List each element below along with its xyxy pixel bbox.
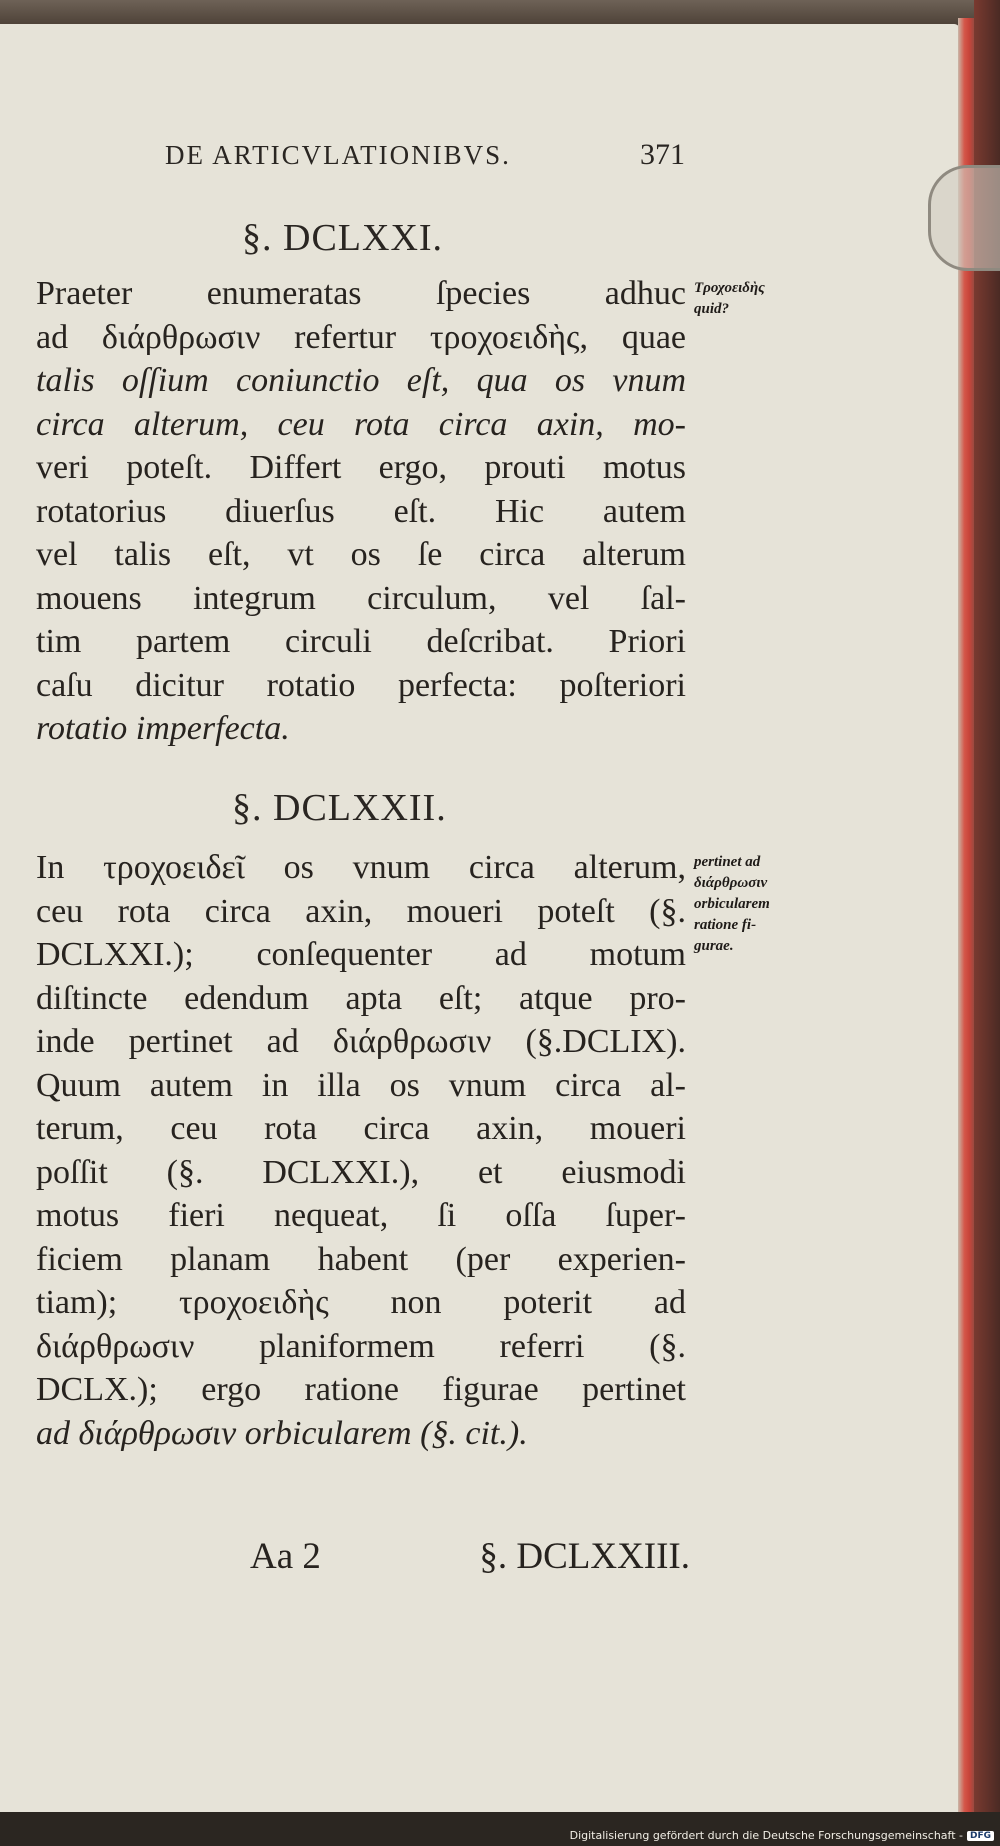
margin-note-line: quid? <box>694 301 730 317</box>
text-line: inde pertinet ad διάρθρωσιν (§.DCLIX). <box>36 1023 686 1060</box>
text-line: DCLX.); ergo ratione figurae pertinet <box>36 1371 686 1408</box>
text-line: DCLXXI.); conſequenter ad motum <box>36 936 686 973</box>
text-line: Quum autem in illa os vnum circa al- <box>36 1066 686 1104</box>
margin-note-line: Τροχοειδὴς <box>694 280 765 296</box>
text-line: terum, ceu rota circa axin, moueri <box>36 1110 686 1147</box>
text-line: tiam); τροχοειδὴς non poterit ad <box>36 1284 686 1321</box>
text-line: ficiem planam habent (per experien- <box>36 1240 686 1278</box>
text-line: ad διάρθρωσιν refertur τροχοειδὴς, quae <box>36 318 686 356</box>
text-line: Praeter enumeratas ſpecies adhuc <box>36 275 686 312</box>
text-line: In τροχοειδεῖ os vnum circa alterum, <box>36 849 686 886</box>
section-title: §. DCLXXI. <box>242 217 444 259</box>
text-line: ad διάρθρωσιν orbicularem (§. cit.). <box>36 1414 528 1452</box>
margin-note-line: gurae. <box>694 938 734 954</box>
section-paragraph <box>36 272 686 751</box>
bookmark-ribbon <box>928 165 1000 271</box>
red-page-edge <box>958 18 974 1818</box>
book-cover-edge <box>974 0 1000 1846</box>
text-line: διάρθρωσιν planiformem referri (§. <box>36 1327 686 1365</box>
text-line: rotatorius diuerſus eſt. Hic autem <box>36 492 686 530</box>
text-line: veri poteſt. Differt ergo, prouti motus <box>36 449 686 486</box>
text-line: motus fieri nequeat, ſi oſſa ſuper- <box>36 1197 686 1234</box>
dfg-logo: DFG <box>967 1831 994 1841</box>
running-title: DE ARTICVLATIONIBVS. <box>165 140 511 170</box>
credit-text: Digitalisierung gefördert durch die Deutsche Forschungsgemeinschaft - <box>569 1829 963 1842</box>
text-line: mouens integrum circulum, vel ſal- <box>36 579 686 617</box>
catchword-next-section: §. DCLXXIII. <box>479 1536 690 1577</box>
page-number: 371 <box>640 138 685 171</box>
text-line: diſtincte edendum apta eſt; atque pro- <box>36 979 686 1017</box>
text-line: rotatio imperfecta. <box>36 710 290 747</box>
text-line: poſſit (§. DCLXXI.), et eiusmodi <box>36 1153 686 1191</box>
digitization-credit <box>570 1829 994 1842</box>
section-title: §. DCLXXII. <box>232 787 447 829</box>
signature-mark: Aa 2 <box>250 1536 321 1577</box>
text-line: talis oſſium coniunctio eſt, qua os vnum <box>36 362 686 399</box>
text-line: caſu dicitur rotatio perfecta: poſteriori <box>36 666 686 704</box>
margin-note-line: pertinet ad <box>694 854 761 870</box>
margin-note-line: ratione fi- <box>694 917 757 933</box>
margin-note-line: orbicularem <box>694 896 770 912</box>
margin-note-line: διάρθρωσιν <box>694 875 768 891</box>
running-head <box>165 138 685 172</box>
section-paragraph <box>36 846 686 1455</box>
text-line: ceu rota circa axin, moueri poteſt (§. <box>36 892 686 930</box>
text-line: circa alterum, ceu rota circa axin, mo- <box>36 405 686 443</box>
margin-note <box>694 278 834 320</box>
catchwords <box>250 1535 690 1578</box>
text-line: vel talis eſt, vt os ſe circa alterum <box>36 536 686 573</box>
text-line: tim partem circuli deſcribat. Priori <box>36 623 686 660</box>
margin-note <box>694 852 834 957</box>
book-top-edge <box>0 0 1000 26</box>
